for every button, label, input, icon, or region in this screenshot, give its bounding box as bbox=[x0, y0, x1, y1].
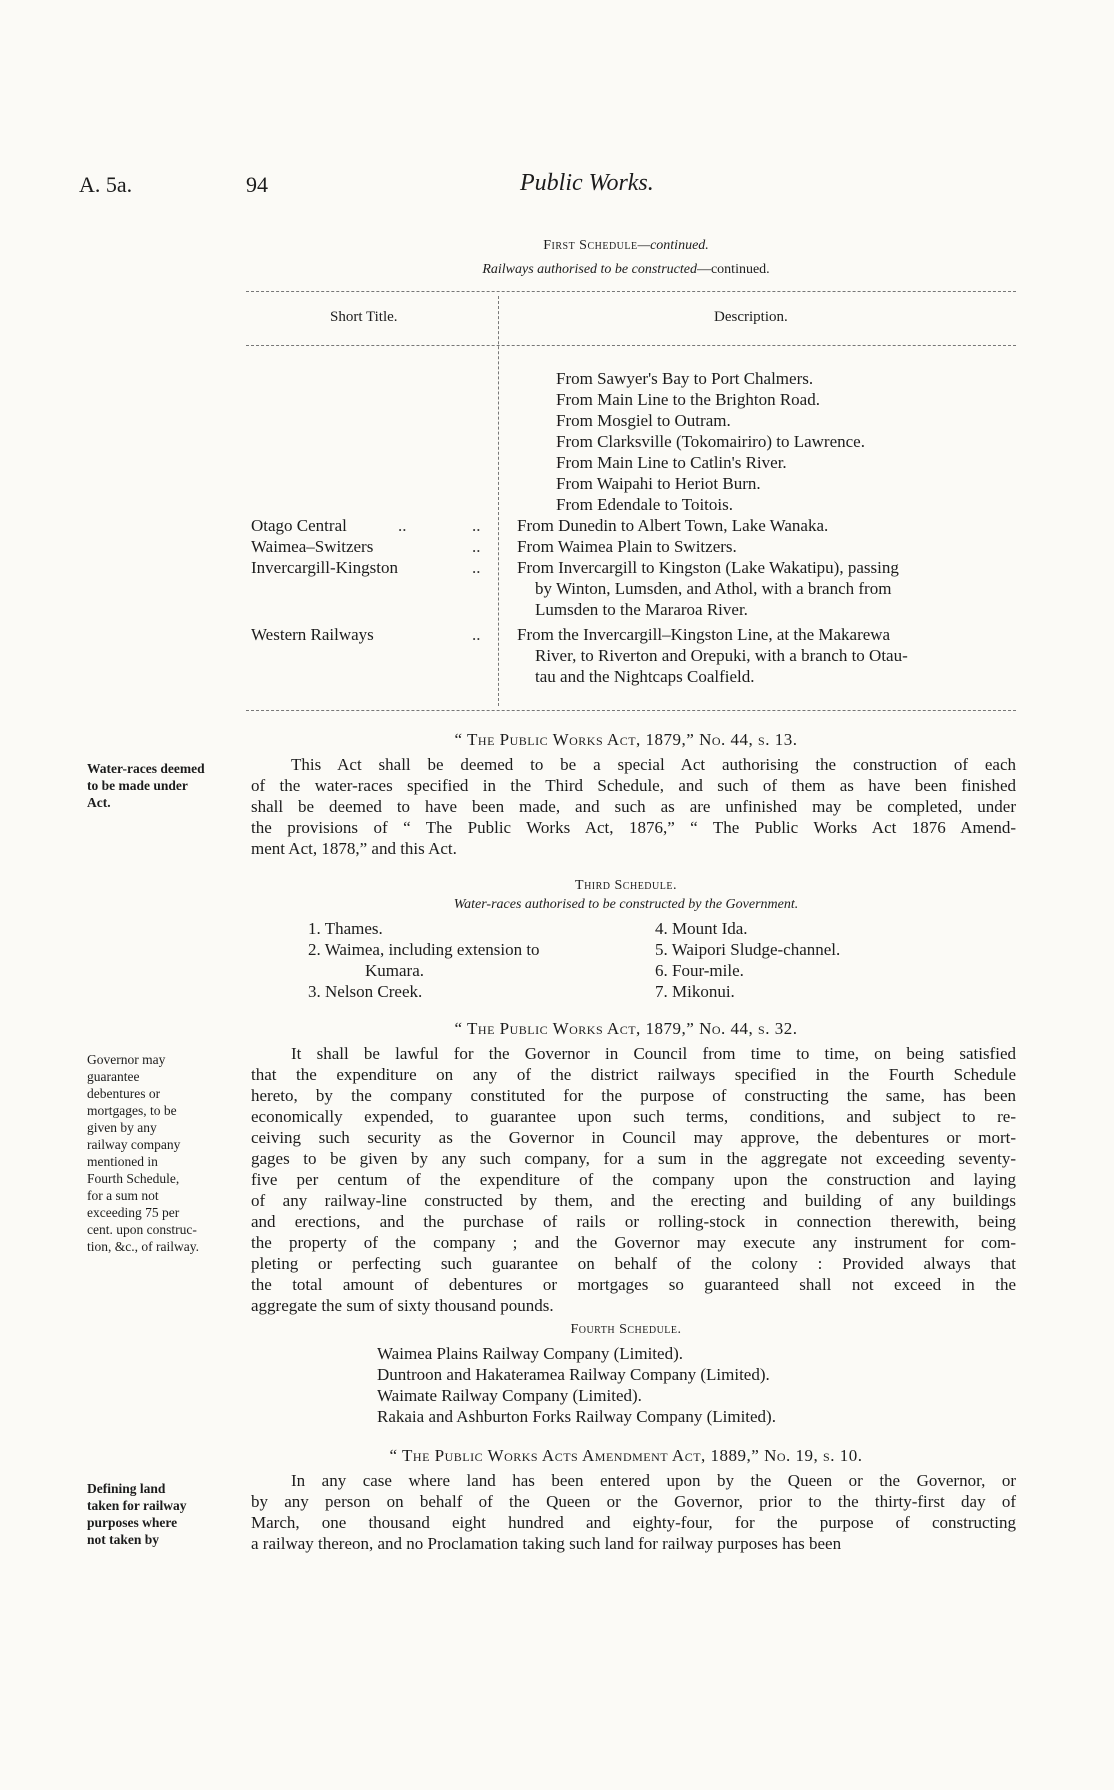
table-top-rule bbox=[246, 291, 1016, 292]
row-title-otago-central: Otago Central bbox=[251, 516, 347, 535]
fourth-schedule-heading: Fourth Schedule. bbox=[570, 1322, 682, 1337]
section-32-margin-note bbox=[87, 1051, 247, 1255]
body-line: shall be deemed to have been made, and such as are unfinished may be completed, under bbox=[251, 797, 1016, 816]
section-1889-body bbox=[251, 1470, 1016, 1554]
row-desc-western-railways-cont: River, to Riverton and Orepuki, with a branch to Otau- bbox=[535, 646, 908, 665]
row-desc-invercargill-kingston-cont: Lumsden to the Mararoa River. bbox=[535, 600, 748, 619]
table-bottom-rule bbox=[246, 710, 1016, 711]
section-1889-margin-note bbox=[87, 1480, 247, 1548]
body-line: and erections, and the purchase of rails or rolling-stock in connection therewith, being bbox=[251, 1212, 1016, 1231]
section-13-body bbox=[251, 754, 1016, 859]
water-race-item: 4. Mount Ida. bbox=[655, 919, 748, 938]
row-desc-invercargill-kingston: From Invercargill to Kingston (Lake Wakatipu), passing bbox=[517, 558, 899, 577]
railway-company-item: Waimate Railway Company (Limited). bbox=[377, 1386, 642, 1405]
fourth-schedule-list bbox=[377, 1343, 776, 1427]
column-header-short-title: Short Title. bbox=[330, 309, 398, 325]
first-schedule-subheading-text: Railways authorised to be constructed bbox=[482, 262, 697, 277]
row-desc-western-railways-cont: tau and the Nightcaps Coalfield. bbox=[535, 667, 755, 686]
body-line: In any case where land has been entered upon by the Queen or the Governor, or bbox=[291, 1471, 1016, 1490]
section-32-body bbox=[251, 1043, 1016, 1316]
document-reference: A. 5a. bbox=[79, 172, 133, 197]
row-desc-invercargill-kingston-cont: by Winton, Lumsden, and Athol, with a branch from bbox=[535, 579, 892, 598]
section-1889-heading: “ The Public Works Acts Amendment Act, 1889,” No. 19, s. 10. bbox=[389, 1446, 863, 1465]
margin-note-line: Water-races deemed bbox=[87, 761, 205, 776]
body-line: March, one thousand eight hundred and eighty-four, for the purpose of constructing bbox=[251, 1513, 1016, 1532]
leader-dots: .. bbox=[472, 537, 481, 556]
body-line: the property of the company ; and the Governor may execute any instrument for com- bbox=[251, 1233, 1016, 1252]
body-line: gages to be given by any such company, for a sum in the aggregate not exceeding seventy- bbox=[251, 1149, 1016, 1168]
section-13-margin-note bbox=[87, 760, 247, 811]
row-desc-western-railways: From the Invercargill–Kingston Line, at the Makarewa bbox=[517, 625, 891, 644]
body-line: the total amount of debentures or mortgages so guaranteed shall not exceed in the bbox=[251, 1275, 1016, 1294]
body-line: five per centum of the expenditure of the company upon the construction and laying bbox=[251, 1170, 1016, 1189]
section-32-heading: “ The Public Works Act, 1879,” No. 44, s. 32. bbox=[454, 1019, 798, 1038]
body-line: This Act shall be deemed to be a special Act authorising the construction of each bbox=[291, 755, 1016, 774]
description-line: From Mosgiel to Outram. bbox=[556, 411, 731, 430]
row-title-western-railways: Western Railways bbox=[251, 625, 374, 644]
description-continuation bbox=[556, 368, 865, 515]
body-line: pleting or perfecting such guarantee on behalf of the colony : Provided always that bbox=[251, 1254, 1016, 1273]
margin-note-line: debentures or bbox=[87, 1086, 161, 1101]
description-line: From Clarksville (Tokomairiro) to Lawrence. bbox=[556, 432, 865, 451]
first-schedule-subheading bbox=[246, 262, 1006, 278]
body-line: economically expended, to guarantee upon such terms, conditions, and subject to re- bbox=[251, 1107, 1016, 1126]
margin-note-line: tion, &c., of railway. bbox=[87, 1239, 199, 1254]
water-race-item-cont: Kumara. bbox=[365, 961, 425, 980]
description-line: From Waipahi to Heriot Burn. bbox=[556, 474, 761, 493]
margin-note-line: given by any bbox=[87, 1120, 157, 1135]
body-line: It shall be lawful for the Governor in Council from time to time, on being satisfied bbox=[291, 1044, 1016, 1063]
body-line: hereto, by the company constituted for the purpose of constructing the same, has been bbox=[251, 1086, 1016, 1105]
body-line: ment Act, 1878,” and this Act. bbox=[251, 839, 457, 858]
water-race-item: 1. Thames. bbox=[308, 919, 383, 938]
first-schedule-continued: —continued. bbox=[637, 238, 709, 253]
margin-note-line: not taken by bbox=[87, 1532, 160, 1547]
row-desc-waimea-switzers: From Waimea Plain to Switzers. bbox=[517, 537, 737, 556]
body-line: ceiving such security as the Governor in Council may approve, the debentures or mort- bbox=[251, 1128, 1016, 1147]
leader-dots: .. bbox=[472, 558, 481, 577]
section-13-heading: “ The Public Works Act, 1879,” No. 44, s. 13. bbox=[454, 730, 798, 749]
water-race-item: 2. Waimea, including extension to bbox=[308, 940, 540, 959]
margin-note-line: Fourth Schedule, bbox=[87, 1171, 180, 1186]
column-header-description: Description. bbox=[714, 309, 788, 325]
page-title: Public Works. bbox=[520, 170, 654, 196]
margin-note-line: cent. upon construc- bbox=[87, 1222, 197, 1237]
body-line: the provisions of “ The Public Works Act, 1876,” “ The Public Works Act 1876 Amend- bbox=[251, 818, 1016, 837]
first-schedule-heading bbox=[246, 238, 1006, 254]
table-column-divider bbox=[498, 296, 499, 706]
description-line: From Main Line to the Brighton Road. bbox=[556, 390, 820, 409]
margin-note-line: taken for railway bbox=[87, 1498, 187, 1513]
page-number: 94 bbox=[246, 172, 268, 197]
table-header-rule bbox=[246, 345, 1016, 346]
leader-dots: .. bbox=[472, 625, 481, 644]
row-title-invercargill-kingston: Invercargill-Kingston bbox=[251, 558, 398, 577]
body-line: of any railway-line constructed by them, and the erecting and building of any buildings bbox=[251, 1191, 1016, 1210]
leader-dots: .. bbox=[472, 516, 481, 535]
row-title-waimea-switzers: Waimea–Switzers bbox=[251, 537, 374, 556]
third-schedule-left-column bbox=[308, 918, 540, 1002]
margin-note-line: Act. bbox=[87, 795, 111, 810]
railway-company-item: Duntroon and Hakateramea Railway Company (Limited). bbox=[377, 1365, 770, 1384]
body-line: that the expenditure on any of the district railways specified in the Fourth Schedule bbox=[251, 1065, 1016, 1084]
margin-note-line: mortgages, to be bbox=[87, 1103, 177, 1118]
margin-note-line: exceeding 75 per bbox=[87, 1205, 180, 1220]
margin-note-line: to be made under bbox=[87, 778, 188, 793]
margin-note-line: Governor may bbox=[87, 1052, 166, 1067]
body-line: of the water-races specified in the Third Schedule, and such of them as have been finished bbox=[251, 776, 1016, 795]
body-line: a railway thereon, and no Proclamation taking such land for railway purposes has been bbox=[251, 1534, 842, 1553]
margin-note-line: Defining land bbox=[87, 1481, 166, 1496]
description-line: From Sawyer's Bay to Port Chalmers. bbox=[556, 369, 814, 388]
row-desc-otago-central: From Dunedin to Albert Town, Lake Wanaka. bbox=[517, 516, 829, 535]
margin-note-line: railway company bbox=[87, 1137, 181, 1152]
water-race-item: 7. Mikonui. bbox=[655, 982, 735, 1001]
railway-company-item: Waimea Plains Railway Company (Limited). bbox=[377, 1344, 683, 1363]
leader-dots: .. bbox=[398, 516, 407, 535]
water-race-item: 5. Waipori Sludge-channel. bbox=[655, 940, 841, 959]
water-race-item: 6. Four-mile. bbox=[655, 961, 744, 980]
first-schedule-subheading-continued: —continued. bbox=[696, 262, 770, 277]
third-schedule-right-column bbox=[655, 918, 840, 1002]
margin-note-line: guarantee bbox=[87, 1069, 140, 1084]
body-line: by any person on behalf of the Queen or the Governor, prior to the thirty-first day of bbox=[251, 1492, 1016, 1511]
body-line: aggregate the sum of sixty thousand pounds. bbox=[251, 1296, 554, 1315]
description-line: From Main Line to Catlin's River. bbox=[556, 453, 787, 472]
margin-note-line: purposes where bbox=[87, 1515, 178, 1530]
margin-note-line: mentioned in bbox=[87, 1154, 158, 1169]
first-schedule-title: First Schedule bbox=[543, 238, 638, 253]
third-schedule-heading: Third Schedule. bbox=[575, 878, 677, 893]
description-line: From Edendale to Toitois. bbox=[556, 495, 733, 514]
water-race-item: 3. Nelson Creek. bbox=[308, 982, 423, 1001]
margin-note-line: for a sum not bbox=[87, 1188, 159, 1203]
third-schedule-subheading: Water-races authorised to be constructed by the Government. bbox=[453, 897, 799, 912]
railway-company-item: Rakaia and Ashburton Forks Railway Company (Limited). bbox=[377, 1407, 776, 1426]
